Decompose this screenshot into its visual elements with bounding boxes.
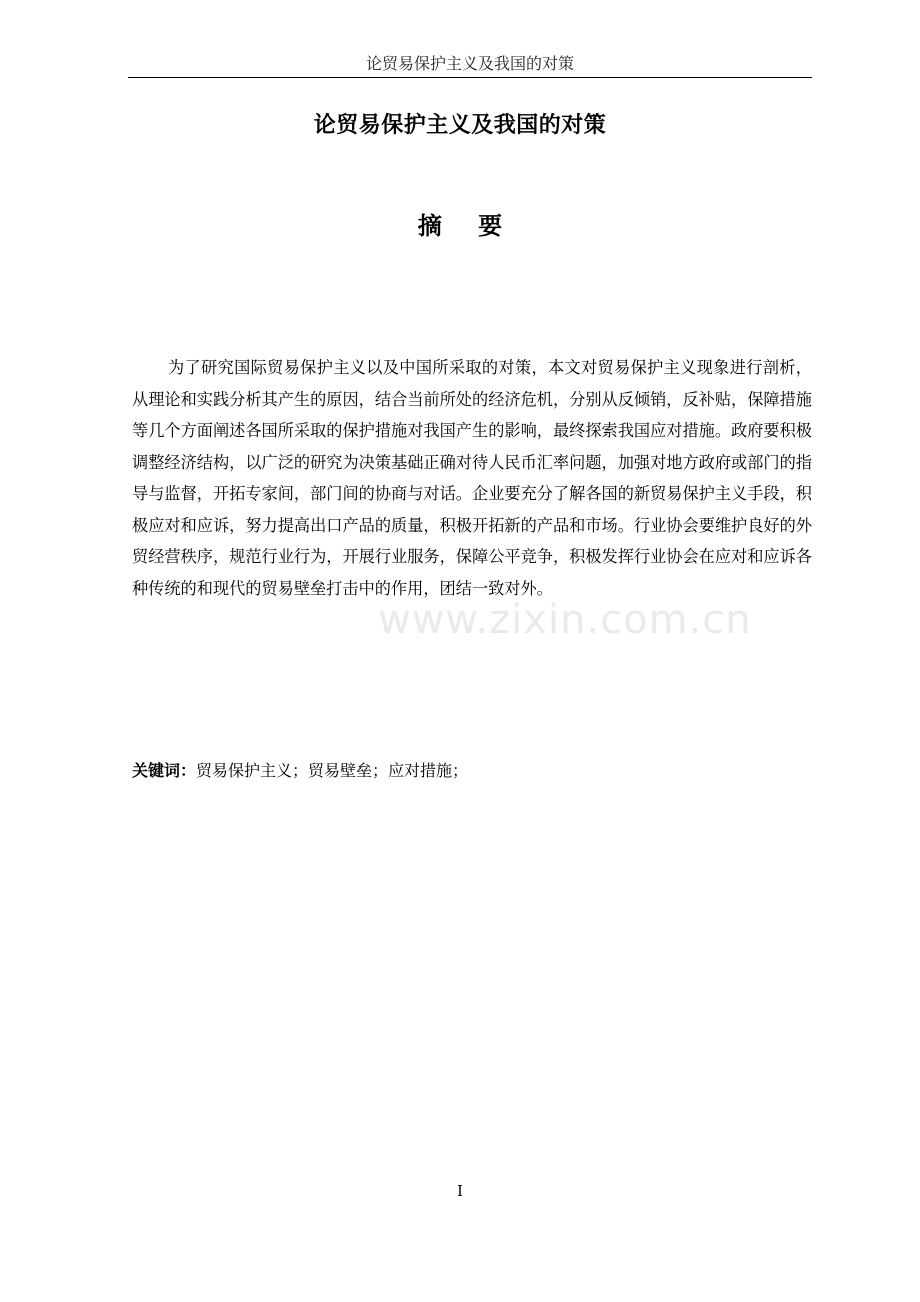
- abstract-paragraph: 为了研究国际贸易保护主义以及中国所采取的对策，本文对贸易保护主义现象进行剖析，从理论和实践分析其产生的原因，结合当前所处的经济危机，分别从反倾销，反补贴，保障措施等几个方面阐述各国所采取的保护措施对我国产生的影响，最终探索我国应对措施。政府要积极调整经济结构，以广泛的研究为决策基础正确对待人民币汇率问题，加强对地方政府或部门的指导与监督，开拓专家间，部门间的协商与对话。企业要充分了解各国的新贸易保护主义手段，积极应对和应诉，努力提高出口产品的质量，积极开拓新的产品和市场。行业协会要维护良好的外贸经营秩序，规范行业行为，开展行业服务，保障公平竞争，积极发挥行业协会在应对和应诉各种传统的和现代的贸易壁垒打击中的作用，团结一致对外。: [132, 358, 812, 598]
- abstract-heading: 摘 要: [417, 212, 517, 240]
- document-title: 论贸易保护主义及我国的对策: [313, 113, 607, 138]
- keywords-line: [132, 757, 812, 785]
- page-number: I: [457, 1182, 463, 1200]
- keywords-label: 关键词：: [132, 761, 197, 780]
- running-header: 论贸易保护主义及我国的对策: [365, 54, 574, 73]
- header-divider: [128, 77, 812, 78]
- watermark: www.zixin.com.cn: [378, 597, 752, 643]
- keywords-text: 贸易保护主义；贸易壁垒；应对措施；: [196, 761, 469, 780]
